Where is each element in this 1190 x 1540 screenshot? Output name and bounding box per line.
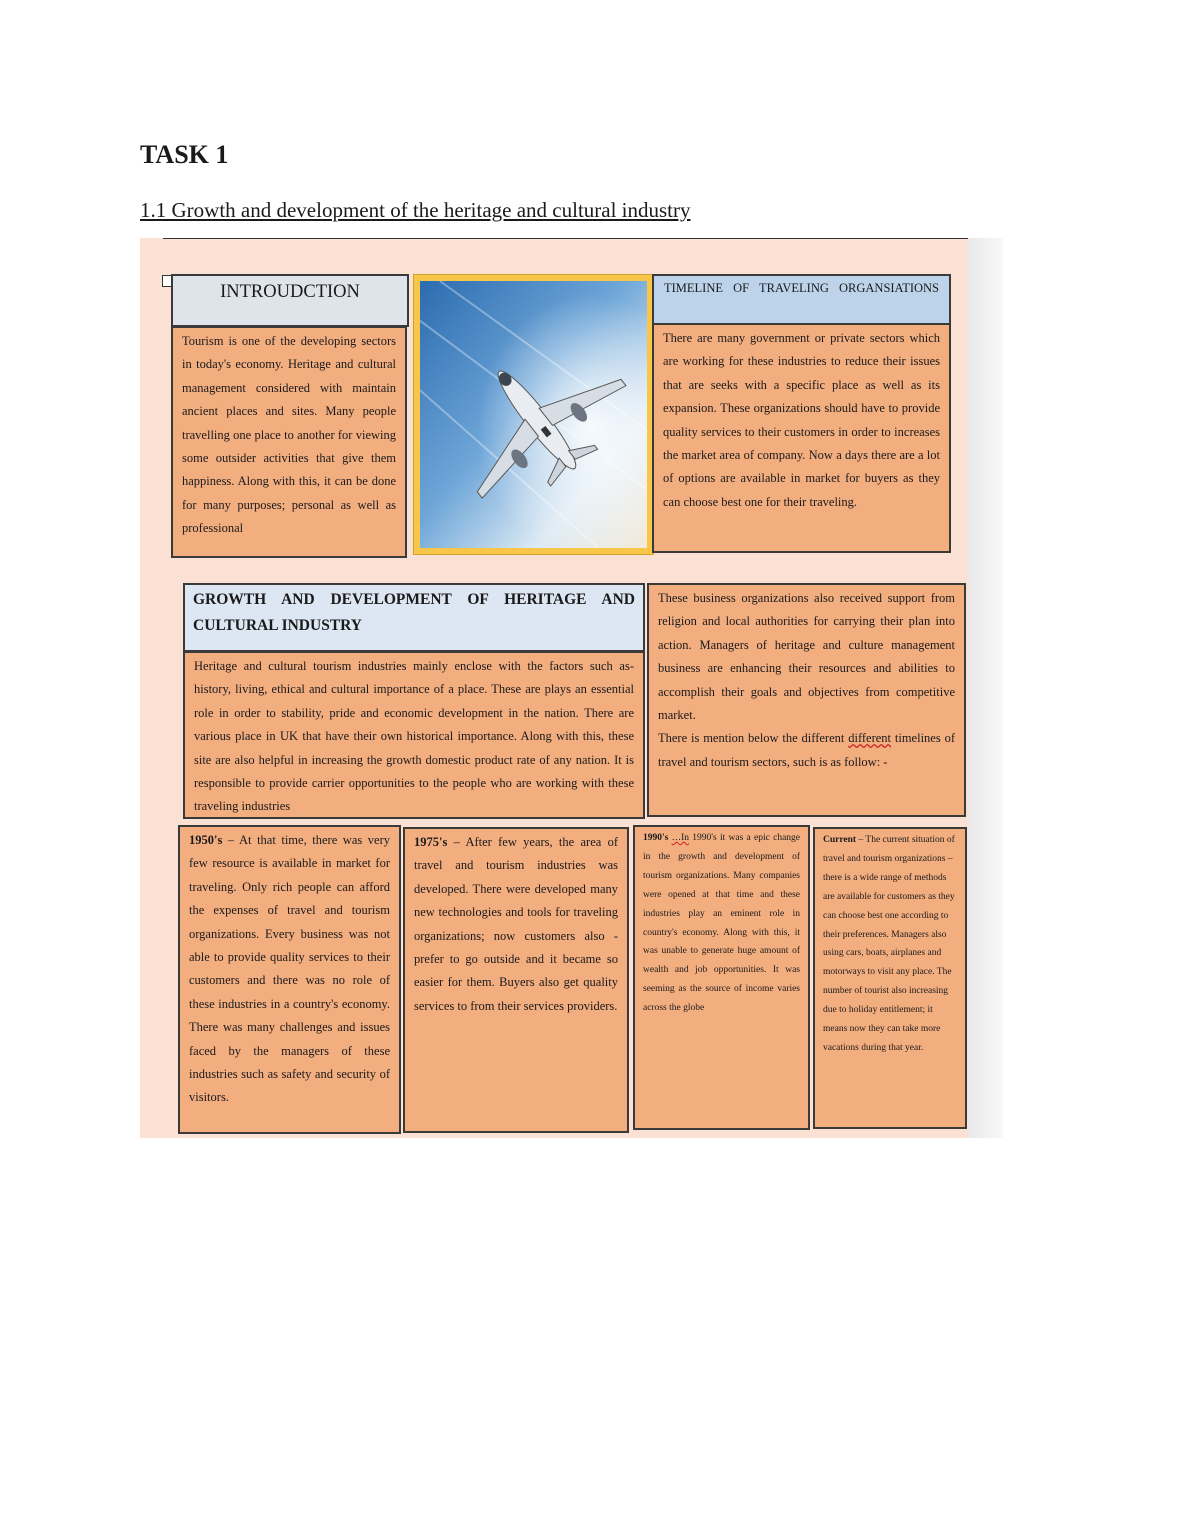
- period-1990-box: [633, 825, 810, 1130]
- period-1975-box: [403, 827, 629, 1133]
- period-current-box: [813, 827, 967, 1129]
- period-1990-label: 1990's: [643, 833, 669, 843]
- period-1975-label: 1975's: [414, 835, 448, 849]
- period-1950-text: – At that time, there was very few resource is available in market for traveling. Only rich people can afford the expenses of travel and tourism organizations. Every business was not able to provide quality services to their customers and there was no role of these industries in a country's economy. There was many challenges and issues faced by the managers of these industries such as safety and security of visitors.: [189, 833, 390, 1105]
- spelling-flag: different: [848, 731, 892, 746]
- growth-header: [183, 583, 645, 652]
- intro-title: INTROUDCTION: [220, 282, 360, 302]
- task-title: TASK 1: [140, 140, 229, 169]
- timeline-title: TIMELINE OF TRAVELING ORGANSIATIONS: [664, 281, 939, 295]
- intro-header: [171, 274, 409, 327]
- spelling-flag-1990: …In: [671, 833, 690, 843]
- timeline-box: [652, 323, 951, 553]
- period-current-label: Current: [823, 835, 857, 845]
- intro-box: [171, 326, 407, 558]
- timeline-header: [652, 274, 951, 325]
- support-text-2c: timelines of travel and tourism sectors, such is as follow: -: [658, 731, 955, 769]
- growth-text: Heritage and cultural tourism industries mainly enclose with the factors such as- history, living, ethical and cultural importance of a place. These are plays an essential role in order to stability, pride and economic development in the nation. There are various place in UK that have their own historical importance. Along with this, these site are also helpful in increasing the growth domestic product rate of any nation. It is responsible to provide carrier opportunities to the people who are working with these traveling industries: [194, 659, 634, 814]
- period-1975-text: – After few years, the area of travel and tourism industries was developed. There were developed many new technologies and tools for traveling organizations; now customers also -prefer to go outside and it became so easier for them. Buyers also get quality services to from their services providers.: [414, 835, 618, 1013]
- poster-shadow: [968, 238, 1003, 1138]
- intro-text: Tourism is one of the developing sectors in today's economy. Heritage and cultural management considered with maintain ancient places and sites. Many people travelling one place to another for viewing some outsider activities that give them happiness. Along with this, it can be done for many purposes; personal as well as professional: [182, 334, 396, 536]
- infographic-poster: [140, 238, 1003, 1138]
- period-current-text: – The current situation of travel and tourism organizations – there is a wide range of methods are available for customers as they can choose best one according to their preferences. Managers also using cars, boats, airplanes and motorways to visit any place. The number of tourist also increasing due to holiday entitlement; it means now they can take more vacations during that year.: [823, 835, 955, 1053]
- support-text-2a: There is mention below the different: [658, 731, 849, 746]
- growth-title: GROWTH AND DEVELOPMENT OF HERITAGE AND CULTURAL INDUSTRY: [193, 591, 635, 634]
- timeline-text: There are many government or private sectors which are working for these industries to reduce their issues that are seeks with a specific place as well as its expansion. These organizations should have to provide quality services to their customers in order to increases the market area of company. Now a days there are a lot of options are available in market for buyers as they can choose best one for their traveling.: [663, 331, 940, 509]
- section-heading: 1.1 Growth and development of the heritage and cultural industry: [140, 198, 691, 222]
- period-1990-text: 1990's it was a epic change in the growth and development of tourism organizations. Many companies were opened at that time and these industries play an eminent role in country's economy. Along with this, it was unable to generate huge amount of wealth and job opportunities. It was seeming as the source of income varies across the globe: [643, 833, 800, 1014]
- airplane-photo-icon: [420, 281, 647, 548]
- airplane-image: [413, 274, 654, 555]
- growth-box: [183, 651, 645, 819]
- poster-top-rule: [163, 238, 968, 239]
- period-1950-label: 1950's: [189, 833, 223, 847]
- period-1950-box: [178, 825, 401, 1134]
- support-box: [647, 583, 966, 817]
- support-text-1: These business organizations also received support from religion and local authorities for carrying their plan into action. Managers of heritage and culture management business are enhancing their resources and abilities to accomplish their goals and objectives from competitive market.: [658, 591, 955, 723]
